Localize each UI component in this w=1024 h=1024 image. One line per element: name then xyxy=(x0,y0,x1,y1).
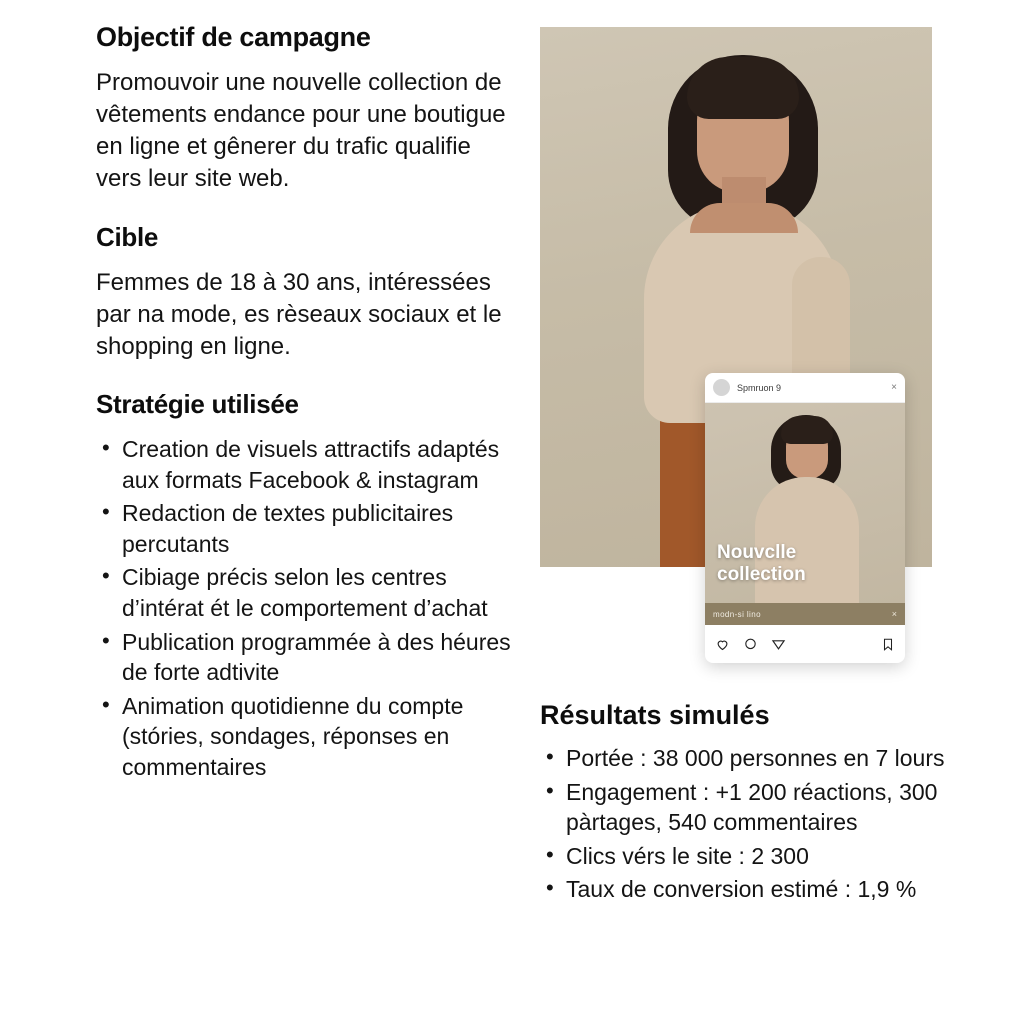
objective-paragraph: Promouvoir une nouvelle collection de vêtements endance pour une boutigue en ligne et gênerer du trafic qualifie vers leur site web. xyxy=(96,69,506,193)
overlay-line-2: collection xyxy=(717,563,806,585)
strategy-heading: Stratégie utilisée xyxy=(96,389,299,420)
post-cta-bar[interactable] xyxy=(705,603,905,625)
close-icon[interactable]: × xyxy=(891,382,897,393)
objective-heading: Objectif de campagne xyxy=(96,22,371,52)
right-column xyxy=(540,0,1024,1024)
hero-figure-shoulders xyxy=(690,203,798,233)
list-item: • Clics vérs le site : 2 300 xyxy=(540,841,1000,872)
comment-icon[interactable] xyxy=(743,637,758,652)
list-item: • Redaction de textes publicitaires percutants xyxy=(96,498,512,559)
share-icon[interactable] xyxy=(771,637,786,652)
hero-figure-hair-front xyxy=(687,57,799,119)
results-list xyxy=(540,743,1000,905)
post-header xyxy=(705,373,905,403)
cta-close-icon[interactable]: × xyxy=(891,609,897,619)
avatar xyxy=(713,379,730,396)
strategy-list xyxy=(96,434,512,782)
overlay-line-1: Nouvclle xyxy=(717,542,797,564)
post-action-bar xyxy=(705,625,905,663)
heart-icon[interactable] xyxy=(715,637,730,652)
list-item: • Creation de visuels attractifs adaptés aux formats Facebook & instagram xyxy=(96,434,512,495)
results-section xyxy=(540,700,1010,908)
post-figure-hair-front xyxy=(781,416,833,444)
list-item: • Portée : 38 000 personnes en 7 lours xyxy=(540,743,1000,774)
post-username: Spmruon 9 xyxy=(737,382,782,393)
list-item: • Animation quotidienne du compte (stóries, sondages, réponses en commentaires xyxy=(96,691,512,783)
target-heading: Cible xyxy=(96,221,159,252)
post-media xyxy=(705,403,905,603)
instagram-post-mock[interactable] xyxy=(705,373,905,663)
list-item: • Publication programmée à des héures de forte adtivite xyxy=(96,627,512,688)
list-item: • Taux de conversion estimé : 1,9 % xyxy=(540,874,1000,905)
list-item: • Engagement : +1 200 réactions, 300 pàrtages, 540 commentaires xyxy=(540,777,1000,838)
bookmark-icon[interactable] xyxy=(881,637,895,652)
post-cta-label: modn-si lino xyxy=(713,609,761,619)
list-item: • Cibiage précis selon les centres d’intérat ét le comportement d’achat xyxy=(96,562,512,623)
results-heading: Résultats simulés xyxy=(540,700,770,730)
target-paragraph: Femmes de 18 à 30 ans, intéressées par na mode, es rèseaux sociaux et le shopping en ligne. xyxy=(96,268,502,360)
post-overlay-text xyxy=(717,542,806,585)
